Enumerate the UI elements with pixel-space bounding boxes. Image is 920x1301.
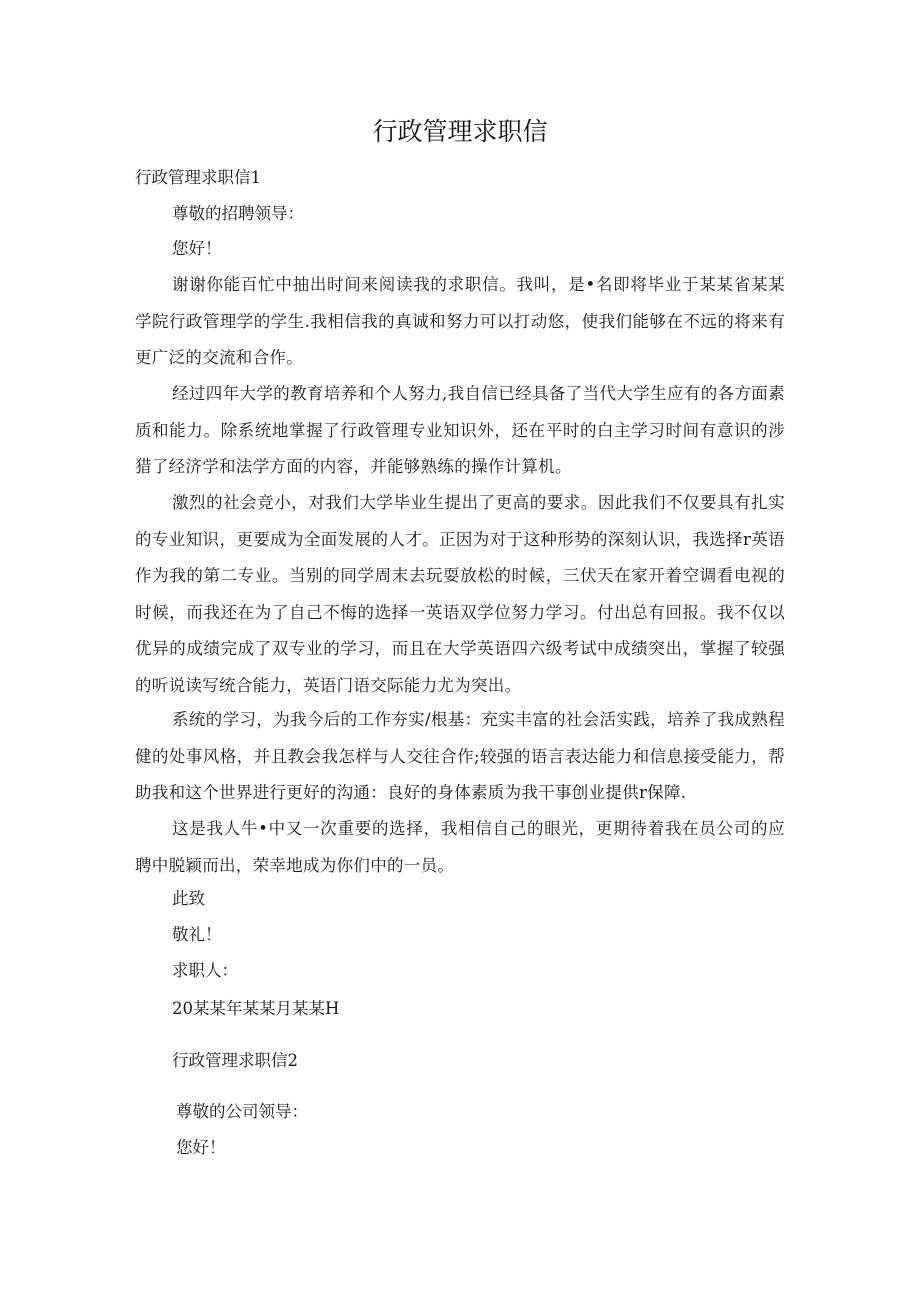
letter1-paragraph-5: 这是我人牛•中又一次重要的选择，我相信自己的眼光，更期待着我在员公司的应聘中脱颖而出，荣幸地成为你们中的一员。 [135, 819, 785, 875]
letter1-signature: 求职人： [172, 961, 238, 980]
letter1-salutation: 尊敬的招聘领导： [172, 204, 304, 223]
letter1-paragraph-2: 经过四年大学的教育培养和个人努力,我自信已经具备了当代大学生应有的各方面素质和能力。除系统地掌握了行政管理专业知识外，还在平时的白主学习时间有意识的涉猎了经济学和法学方面的内容，并能够熟练的操作计算机。 [135, 384, 785, 476]
document-title: 行政管理求职信 [372, 117, 548, 146]
letter2-heading: 行政管理求职信2 [172, 1051, 298, 1070]
letter1-paragraph-4: 系统的学习，为我今后的工作夯实/根基：充实丰富的社会活实践，培养了我成熟程健的处事风格，并且教会我怎样与人交往合作;较强的语言表达能力和信息接受能力，帮助我和这个世界进行更好的沟通：良好的身体素质为我干事创业提供r保障. [135, 710, 785, 802]
letter1-greeting: 您好！ [172, 239, 222, 258]
letter1-heading: 行政管理求职信1 [135, 168, 261, 187]
letter1-paragraph-1: 谢谢你能百忙中抽出时间来阅读我的求职信。我叫，是•名即将毕业于某某省某某学院行政管理学的学生.我相信我的真诚和努力可以打动悠，使我们能够在不远的将来有更广泛的交流和合作。 [135, 275, 785, 367]
letter1-paragraph-3: 激烈的社会竞小，对我们大学毕业生提出了更高的要求。因此我们不仅要具有扎实的专业知识，更要成为全面发展的人才。正因为对于这种形势的深刻认识，我选择r英语作为我的第二专业。当别的同学周末去玩耍放松的时候，三伏天在家开着空调看电视的时候，而我还在为了自己不悔的选择一英语双学位努力学习。付出总有回报。我不仅以优异的成绩完成了双专业的学习，而且在大学英语四六级考试中成绩突出，掌握了较强的听说读写统合能力，英语门语交际能力尤为突出。 [135, 493, 785, 695]
letter1-closing-2: 敬礼！ [172, 925, 222, 944]
letter1-date: 20某某年某某月某某H [172, 999, 340, 1018]
letter1-closing-1: 此致 [172, 889, 205, 908]
letter2-greeting: 您好！ [176, 1138, 226, 1157]
letter2-salutation: 尊敬的公司领导： [176, 1102, 308, 1121]
